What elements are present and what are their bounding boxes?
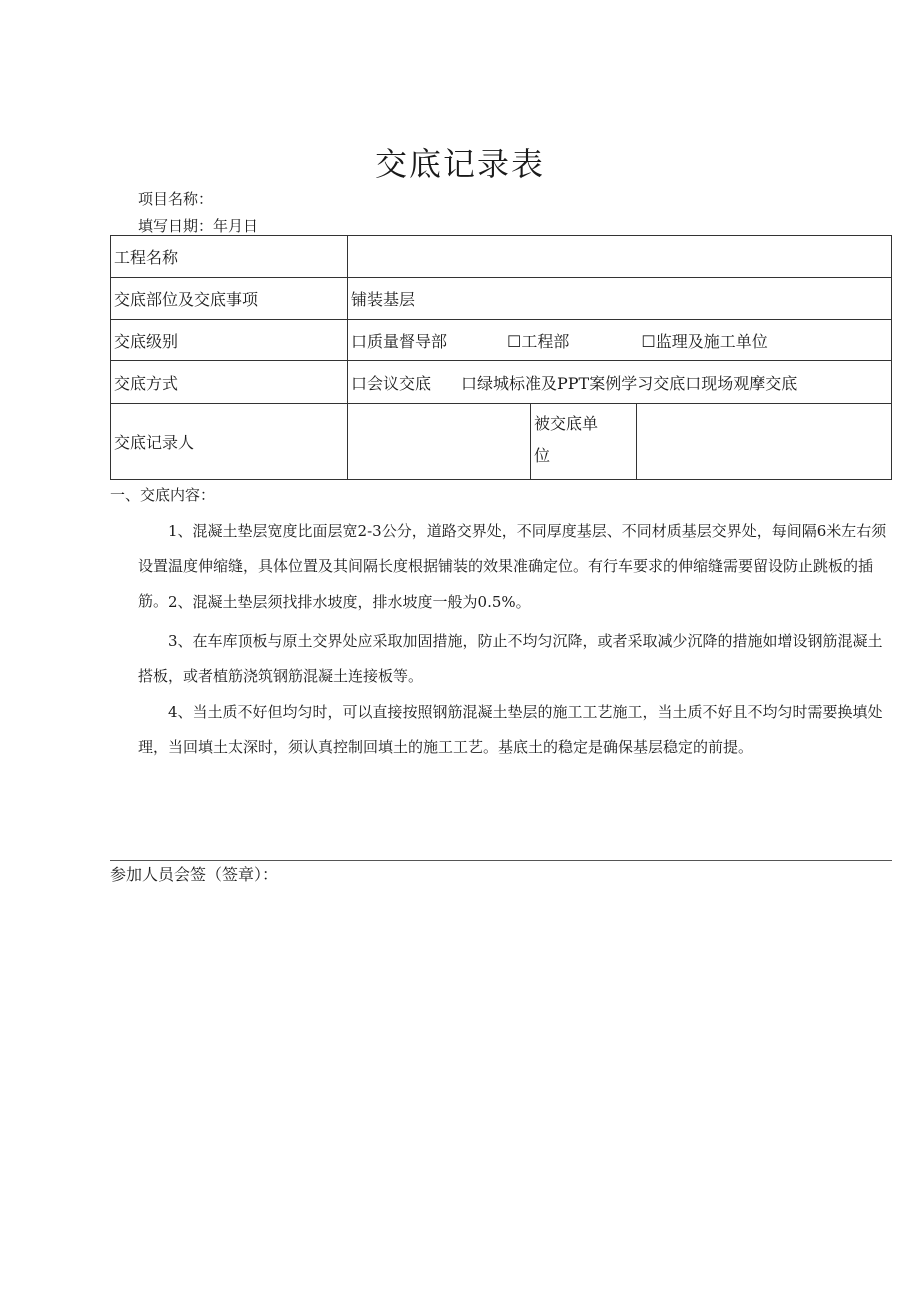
- recipient-value-cell[interactable]: [637, 404, 892, 480]
- level-option-supervision-checkbox[interactable]: ☐监理及施工单位: [641, 331, 768, 351]
- content-paragraph-4: 4、当土质不好但均匀时，可以直接按照钢筋混凝土垫层的施工工艺施工，当土质不好且不均匀时需要换填处理，当回填土太深时，须认真控制回填土的施工工艺。基底土的稳定是确保基层稳定的前提。: [138, 703, 883, 756]
- level-label-cell: 交底级别: [111, 320, 348, 361]
- content-heading: 一、交底内容：: [110, 486, 216, 504]
- project-label-cell: 工程名称: [111, 236, 348, 278]
- signature-label: 参加人员会签（签章）：: [110, 865, 279, 884]
- method-options-cell: [348, 361, 892, 404]
- level-option-quality-checkbox[interactable]: 口质量督导部: [351, 331, 448, 351]
- table-row: [111, 320, 892, 361]
- fill-date-label: 填写日期：年月日: [138, 217, 259, 235]
- scope-value-cell[interactable]: 铺装基层: [348, 278, 892, 320]
- level-option-engineering-checkbox[interactable]: ☐工程部: [507, 331, 570, 351]
- recipient-label-cell: [531, 404, 637, 480]
- table-row: [111, 361, 892, 404]
- scope-label-cell: 交底部位及交底事项: [111, 278, 348, 320]
- record-table: [110, 235, 892, 480]
- project-name-label: 项目名称：: [138, 190, 214, 208]
- method-option-meeting-checkbox[interactable]: 口会议交底: [351, 373, 432, 393]
- document-title: 交底记录表: [374, 145, 545, 184]
- signature-divider: [110, 860, 892, 861]
- table-row: [111, 236, 892, 278]
- project-value-cell[interactable]: [348, 236, 892, 278]
- level-options-cell: [348, 320, 892, 361]
- method-label-cell: 交底方式: [111, 361, 348, 404]
- content-paragraph-1: 1、混凝土垫层宽度比面层宽2-3公分，道路交界处，不同厚度基层、不同材质基层交界处，每间隔6米左右须设置温度伸缩缝，具体位置及其间隔长度根据铺装的效果准确定位。有行车要求的伸缩缝需要留设防止跳板的插筋。: [138, 522, 887, 610]
- content-paragraph-3: 3、在车库顶板与原土交界处应采取加固措施，防止不均匀沉降，或者采取减少沉降的措施如增设钢筋混凝土搭板，或者植筋浇筑钢筋混凝土连接板等。: [138, 632, 883, 685]
- method-option-standard-checkbox[interactable]: 口绿城标准及PPT案例学习交底口现场观摩交底: [461, 373, 798, 393]
- table-row: [111, 278, 892, 320]
- recorder-label-cell: 交底记录人: [111, 404, 348, 480]
- recorder-value-cell[interactable]: [348, 404, 531, 480]
- recipient-label-line2: 位: [534, 446, 551, 465]
- content-paragraph-2: 2、混凝土垫层须找排水坡度，排水坡度一般为0.5%。: [168, 593, 531, 611]
- recipient-label-line1: 被交底单: [534, 414, 599, 433]
- table-row: [111, 404, 892, 480]
